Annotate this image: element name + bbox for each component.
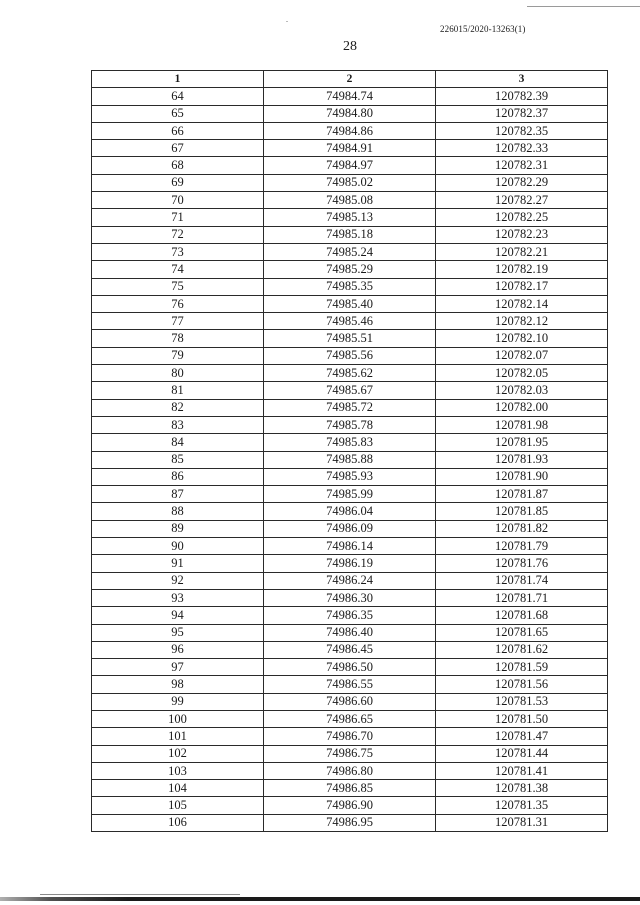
x-coordinate-cell: 74984.86 (264, 122, 436, 139)
table-row (92, 243, 608, 260)
point-number-cell: 67 (92, 140, 264, 157)
point-number-cell: 99 (92, 693, 264, 710)
point-number-cell: 85 (92, 451, 264, 468)
x-coordinate-cell: 74986.35 (264, 607, 436, 624)
table-row (92, 105, 608, 122)
point-number-cell: 96 (92, 641, 264, 658)
table-row (92, 157, 608, 174)
column-header-1: 1 (92, 71, 264, 88)
y-coordinate-cell: 120782.00 (436, 399, 608, 416)
y-coordinate-cell: 120782.17 (436, 278, 608, 295)
table-row (92, 814, 608, 831)
point-number-cell: 74 (92, 261, 264, 278)
point-number-cell: 106 (92, 814, 264, 831)
y-coordinate-cell: 120782.33 (436, 140, 608, 157)
point-number-cell: 98 (92, 676, 264, 693)
x-coordinate-cell: 74986.45 (264, 641, 436, 658)
y-coordinate-cell: 120781.93 (436, 451, 608, 468)
point-number-cell: 88 (92, 503, 264, 520)
point-number-cell: 91 (92, 555, 264, 572)
y-coordinate-cell: 120782.27 (436, 192, 608, 209)
point-number-cell: 95 (92, 624, 264, 641)
point-number-cell: 87 (92, 486, 264, 503)
y-coordinate-cell: 120781.76 (436, 555, 608, 572)
table-row (92, 659, 608, 676)
table-row (92, 710, 608, 727)
table-row (92, 416, 608, 433)
y-coordinate-cell: 120781.85 (436, 503, 608, 520)
y-coordinate-cell: 120781.56 (436, 676, 608, 693)
table-row (92, 434, 608, 451)
x-coordinate-cell: 74984.80 (264, 105, 436, 122)
top-rule (527, 6, 640, 7)
table-row (92, 797, 608, 814)
x-coordinate-cell: 74986.14 (264, 538, 436, 555)
y-coordinate-cell: 120781.41 (436, 762, 608, 779)
y-coordinate-cell: 120782.29 (436, 174, 608, 191)
column-header-3: 3 (436, 71, 608, 88)
y-coordinate-cell: 120781.62 (436, 641, 608, 658)
table-row (92, 572, 608, 589)
table-row (92, 676, 608, 693)
y-coordinate-cell: 120781.44 (436, 745, 608, 762)
x-coordinate-cell: 74985.35 (264, 278, 436, 295)
point-number-cell: 77 (92, 313, 264, 330)
y-coordinate-cell: 120781.74 (436, 572, 608, 589)
y-coordinate-cell: 120781.38 (436, 780, 608, 797)
y-coordinate-cell: 120782.23 (436, 226, 608, 243)
table-row (92, 468, 608, 485)
point-number-cell: 78 (92, 330, 264, 347)
column-header-2: 2 (264, 71, 436, 88)
table-row (92, 641, 608, 658)
x-coordinate-cell: 74986.24 (264, 572, 436, 589)
x-coordinate-cell: 74985.51 (264, 330, 436, 347)
table-header-row (92, 71, 608, 88)
y-coordinate-cell: 120782.14 (436, 295, 608, 312)
table-row (92, 122, 608, 139)
x-coordinate-cell: 74985.18 (264, 226, 436, 243)
x-coordinate-cell: 74985.62 (264, 365, 436, 382)
point-number-cell: 69 (92, 174, 264, 191)
x-coordinate-cell: 74985.67 (264, 382, 436, 399)
y-coordinate-cell: 120782.39 (436, 88, 608, 105)
x-coordinate-cell: 74986.60 (264, 693, 436, 710)
table-row (92, 382, 608, 399)
point-number-cell: 89 (92, 520, 264, 537)
table-row (92, 607, 608, 624)
point-number-cell: 100 (92, 710, 264, 727)
point-number-cell: 94 (92, 607, 264, 624)
table-row (92, 347, 608, 364)
x-coordinate-cell: 74986.90 (264, 797, 436, 814)
point-number-cell: 68 (92, 157, 264, 174)
y-coordinate-cell: 120781.53 (436, 693, 608, 710)
point-number-cell: 71 (92, 209, 264, 226)
y-coordinate-cell: 120782.37 (436, 105, 608, 122)
point-number-cell: 92 (92, 572, 264, 589)
y-coordinate-cell: 120781.59 (436, 659, 608, 676)
table-row (92, 330, 608, 347)
point-number-cell: 86 (92, 468, 264, 485)
table-row (92, 555, 608, 572)
x-coordinate-cell: 74986.50 (264, 659, 436, 676)
point-number-cell: 70 (92, 192, 264, 209)
point-number-cell: 65 (92, 105, 264, 122)
table-row (92, 295, 608, 312)
y-coordinate-cell: 120781.79 (436, 538, 608, 555)
x-coordinate-cell: 74985.78 (264, 416, 436, 433)
y-coordinate-cell: 120781.98 (436, 416, 608, 433)
bottom-rule-thin (40, 894, 240, 895)
point-number-cell: 76 (92, 295, 264, 312)
table-row (92, 780, 608, 797)
y-coordinate-cell: 120782.07 (436, 347, 608, 364)
x-coordinate-cell: 74985.93 (264, 468, 436, 485)
table-row (92, 486, 608, 503)
table-row (92, 728, 608, 745)
table-row (92, 538, 608, 555)
table-row (92, 693, 608, 710)
point-number-cell: 97 (92, 659, 264, 676)
y-coordinate-cell: 120782.10 (436, 330, 608, 347)
y-coordinate-cell: 120781.71 (436, 589, 608, 606)
y-coordinate-cell: 120782.19 (436, 261, 608, 278)
table-row (92, 589, 608, 606)
x-coordinate-cell: 74986.19 (264, 555, 436, 572)
table-row (92, 140, 608, 157)
point-number-cell: 101 (92, 728, 264, 745)
point-number-cell: 79 (92, 347, 264, 364)
point-number-cell: 64 (92, 88, 264, 105)
y-coordinate-cell: 120782.21 (436, 243, 608, 260)
x-coordinate-cell: 74985.46 (264, 313, 436, 330)
y-coordinate-cell: 120781.90 (436, 468, 608, 485)
point-number-cell: 82 (92, 399, 264, 416)
table-row (92, 745, 608, 762)
point-number-cell: 102 (92, 745, 264, 762)
x-coordinate-cell: 74984.91 (264, 140, 436, 157)
table-row (92, 226, 608, 243)
point-number-cell: 73 (92, 243, 264, 260)
point-number-cell: 93 (92, 589, 264, 606)
x-coordinate-cell: 74985.83 (264, 434, 436, 451)
x-coordinate-cell: 74985.02 (264, 174, 436, 191)
table-row (92, 520, 608, 537)
x-coordinate-cell: 74986.40 (264, 624, 436, 641)
y-coordinate-cell: 120781.31 (436, 814, 608, 831)
point-number-cell: 105 (92, 797, 264, 814)
table-row (92, 451, 608, 468)
y-coordinate-cell: 120782.12 (436, 313, 608, 330)
x-coordinate-cell: 74985.08 (264, 192, 436, 209)
x-coordinate-cell: 74985.72 (264, 399, 436, 416)
point-number-cell: 66 (92, 122, 264, 139)
table-row (92, 192, 608, 209)
page-number: 28 (343, 39, 357, 54)
scan-speck (286, 21, 288, 22)
x-coordinate-cell: 74986.75 (264, 745, 436, 762)
table-row (92, 261, 608, 278)
table-row (92, 624, 608, 641)
table-row (92, 88, 608, 105)
y-coordinate-cell: 120781.35 (436, 797, 608, 814)
y-coordinate-cell: 120781.82 (436, 520, 608, 537)
y-coordinate-cell: 120782.35 (436, 122, 608, 139)
y-coordinate-cell: 120782.05 (436, 365, 608, 382)
x-coordinate-cell: 74985.13 (264, 209, 436, 226)
document-id: 226015/2020-13263(1) (440, 24, 526, 34)
x-coordinate-cell: 74985.99 (264, 486, 436, 503)
point-number-cell: 83 (92, 416, 264, 433)
table-row (92, 313, 608, 330)
y-coordinate-cell: 120781.47 (436, 728, 608, 745)
bottom-rule (0, 897, 640, 901)
y-coordinate-cell: 120781.95 (436, 434, 608, 451)
x-coordinate-cell: 74984.74 (264, 88, 436, 105)
y-coordinate-cell: 120782.31 (436, 157, 608, 174)
table-row (92, 174, 608, 191)
point-number-cell: 80 (92, 365, 264, 382)
point-number-cell: 75 (92, 278, 264, 295)
table-row (92, 503, 608, 520)
x-coordinate-cell: 74986.70 (264, 728, 436, 745)
y-coordinate-cell: 120781.87 (436, 486, 608, 503)
x-coordinate-cell: 74984.97 (264, 157, 436, 174)
point-number-cell: 90 (92, 538, 264, 555)
coordinates-table (91, 70, 608, 832)
x-coordinate-cell: 74985.56 (264, 347, 436, 364)
y-coordinate-cell: 120782.25 (436, 209, 608, 226)
y-coordinate-cell: 120781.50 (436, 710, 608, 727)
point-number-cell: 72 (92, 226, 264, 243)
x-coordinate-cell: 74985.40 (264, 295, 436, 312)
x-coordinate-cell: 74985.29 (264, 261, 436, 278)
x-coordinate-cell: 74986.04 (264, 503, 436, 520)
table-row (92, 278, 608, 295)
table-row (92, 399, 608, 416)
table-row (92, 365, 608, 382)
x-coordinate-cell: 74986.09 (264, 520, 436, 537)
x-coordinate-cell: 74986.30 (264, 589, 436, 606)
table-body (92, 88, 608, 832)
table-row (92, 209, 608, 226)
point-number-cell: 81 (92, 382, 264, 399)
x-coordinate-cell: 74986.85 (264, 780, 436, 797)
x-coordinate-cell: 74985.24 (264, 243, 436, 260)
y-coordinate-cell: 120781.65 (436, 624, 608, 641)
x-coordinate-cell: 74986.95 (264, 814, 436, 831)
point-number-cell: 84 (92, 434, 264, 451)
x-coordinate-cell: 74986.65 (264, 710, 436, 727)
x-coordinate-cell: 74986.80 (264, 762, 436, 779)
table-row (92, 762, 608, 779)
point-number-cell: 103 (92, 762, 264, 779)
y-coordinate-cell: 120781.68 (436, 607, 608, 624)
x-coordinate-cell: 74986.55 (264, 676, 436, 693)
point-number-cell: 104 (92, 780, 264, 797)
y-coordinate-cell: 120782.03 (436, 382, 608, 399)
x-coordinate-cell: 74985.88 (264, 451, 436, 468)
